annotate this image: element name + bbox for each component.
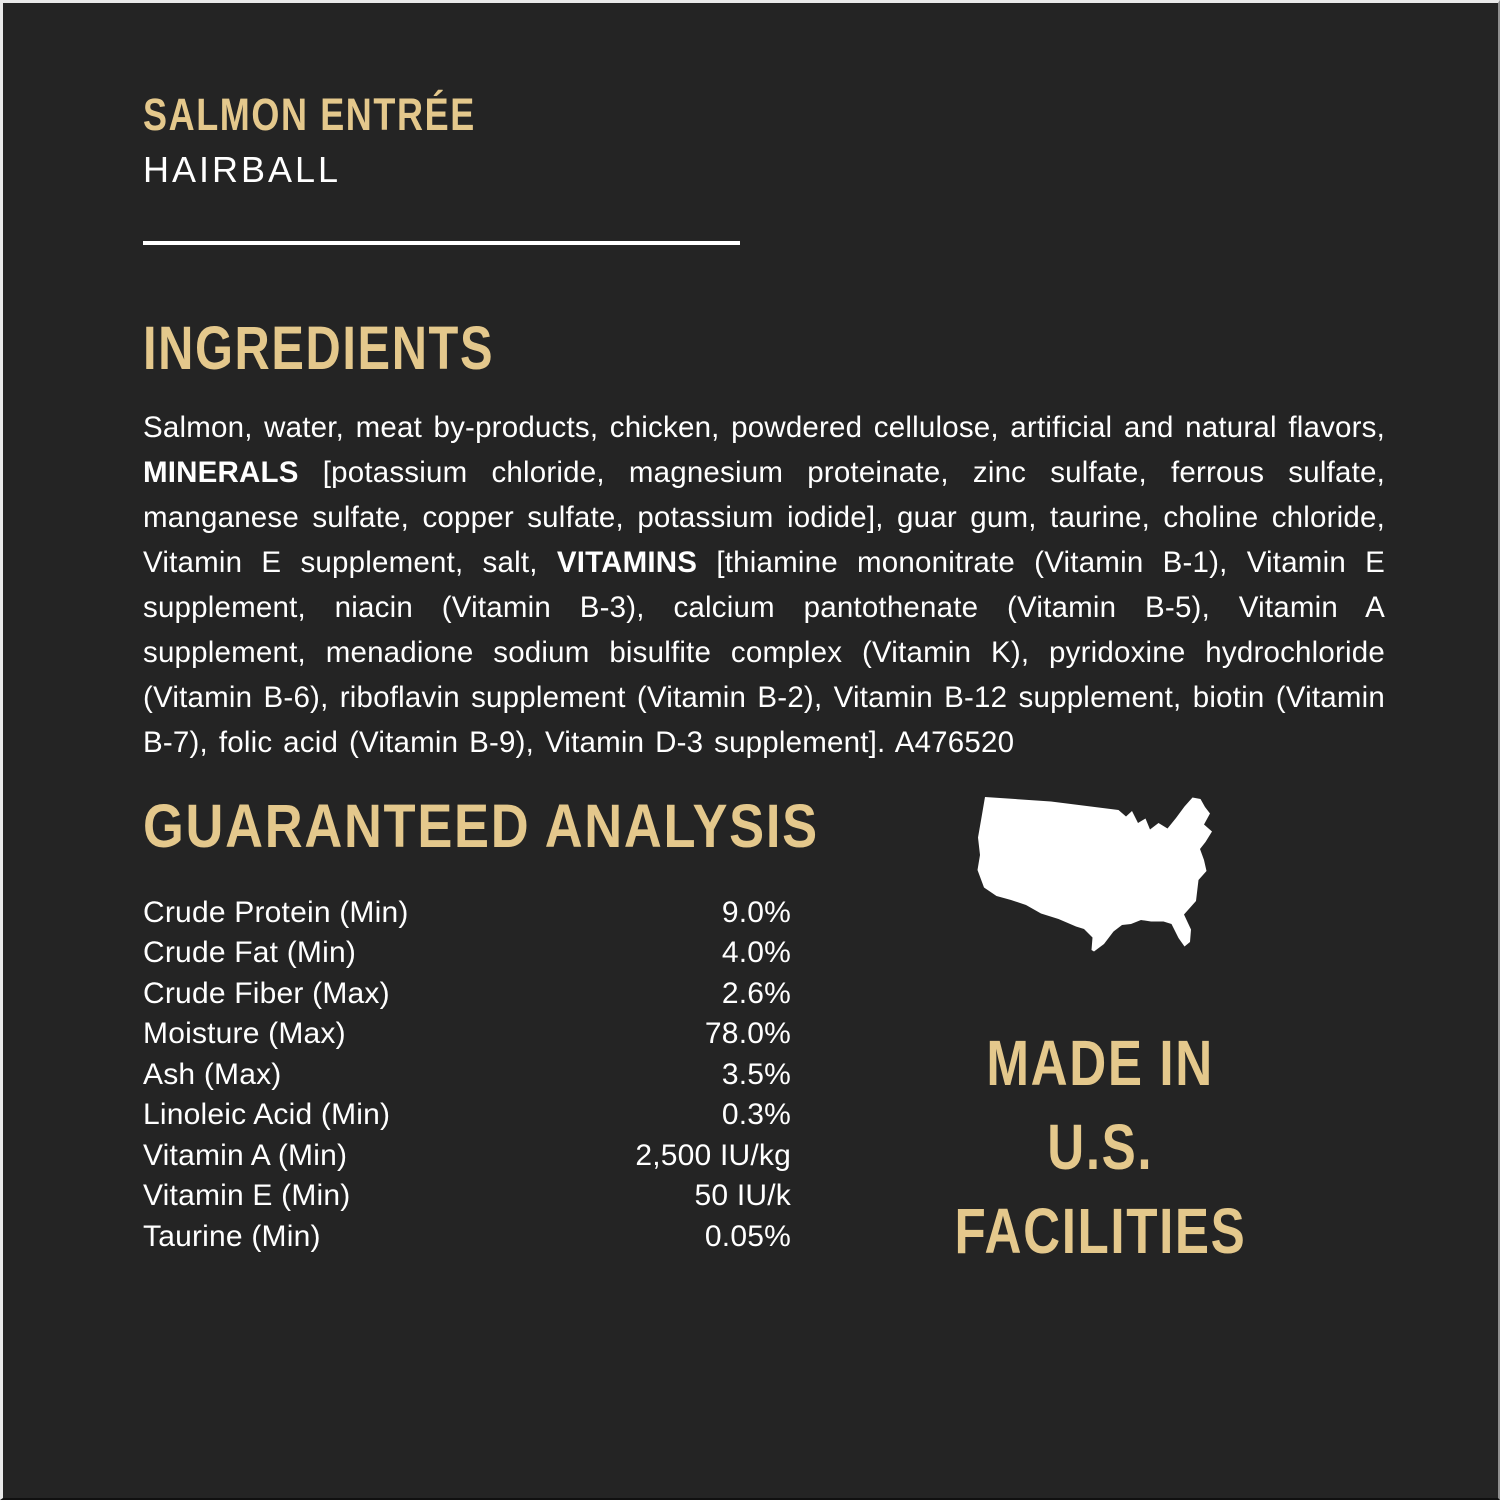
row-value: 78.0% <box>704 1017 791 1050</box>
row-label: Vitamin E (Min) <box>143 1179 351 1212</box>
product-variant: HAIRBALL <box>143 149 342 190</box>
made-in-line-3: FACILITIES <box>954 1194 1247 1267</box>
row-value: 50 IU/k <box>694 1179 791 1212</box>
row-value: 9.0% <box>721 895 791 929</box>
table-row <box>143 1055 791 1096</box>
ingredients-seg-intro: Salmon, water, meat by-products, chicken, powdered cellulose, artificial and natural flavors, <box>143 411 1385 444</box>
table-row <box>143 1217 791 1258</box>
ingredients-heading <box>143 314 1380 382</box>
ingredients-seg-vitamins: [thiamine mononitrate (Vitamin B-1), Vitamin E supplement, niacin (Vitamin B-3), calcium pantothenate (Vitamin B-5), Vitamin A supplement, menadione sodium bisulfite complex (Vitamin K), pyridoxine hydrochloride (Vitamin B-6), riboflavin supplement (Vitamin B-2), Vitamin B-12 supplement, biotin (Vitamin B-7), folic acid (Vitamin B-9), Vitamin D-3 supplement]. A476520 <box>143 546 1385 759</box>
vitamins-label: VITAMINS <box>556 546 698 579</box>
row-label: Taurine (Min) <box>143 1219 321 1253</box>
row-label: Crude Protein (Min) <box>143 895 409 929</box>
divider-rule <box>143 241 740 245</box>
guaranteed-analysis-heading <box>143 791 819 860</box>
row-label: Linoleic Acid (Min) <box>143 1098 391 1131</box>
made-in-section <box>791 795 1380 1273</box>
table-row <box>143 893 791 934</box>
row-value: 2,500 IU/kg <box>635 1138 791 1172</box>
table-row <box>143 1014 791 1055</box>
row-label: Ash (Max) <box>143 1057 282 1091</box>
product-title <box>143 91 1380 139</box>
table-row <box>143 1095 791 1136</box>
product-title-text: SALMON ENTRÉE <box>143 89 476 140</box>
us-map-icon <box>976 795 1226 955</box>
row-value: 3.5% <box>721 1057 791 1091</box>
row-label: Vitamin A (Min) <box>143 1138 348 1172</box>
label-panel <box>3 3 1498 1273</box>
minerals-label: MINERALS <box>143 456 299 489</box>
table-row <box>143 1136 791 1177</box>
row-value: 0.05% <box>704 1219 791 1253</box>
table-row <box>143 933 791 974</box>
ingredients-heading-text: INGREDIENTS <box>143 314 495 382</box>
made-in-line-2: U.S. <box>1047 1110 1154 1183</box>
row-label: Crude Fat (Min) <box>143 936 357 969</box>
made-in-line-1: MADE IN <box>986 1026 1215 1099</box>
row-value: 4.0% <box>721 936 791 969</box>
row-value: 2.6% <box>721 976 791 1010</box>
made-in-text <box>918 1021 1283 1273</box>
row-value: 0.3% <box>721 1098 791 1131</box>
ingredients-seg-minerals: [potassium chloride, magnesium proteinate, zinc sulfate, ferrous sulfate, manganese sulfate, copper sulfate, potassium iodide], guar gum, taurine, choline chloride, Vitamin E supplement, salt, <box>143 456 1385 579</box>
analysis-table <box>143 893 791 1258</box>
bottom-section <box>143 791 1380 1273</box>
table-row <box>143 974 791 1015</box>
table-row <box>143 1176 791 1217</box>
ingredients-text <box>143 405 1385 765</box>
row-label: Crude Fiber (Max) <box>143 976 390 1010</box>
row-label: Moisture (Max) <box>143 1017 346 1050</box>
guaranteed-analysis-heading-text: GUARANTEED ANALYSIS <box>143 791 819 860</box>
guaranteed-analysis-section <box>143 791 819 1258</box>
